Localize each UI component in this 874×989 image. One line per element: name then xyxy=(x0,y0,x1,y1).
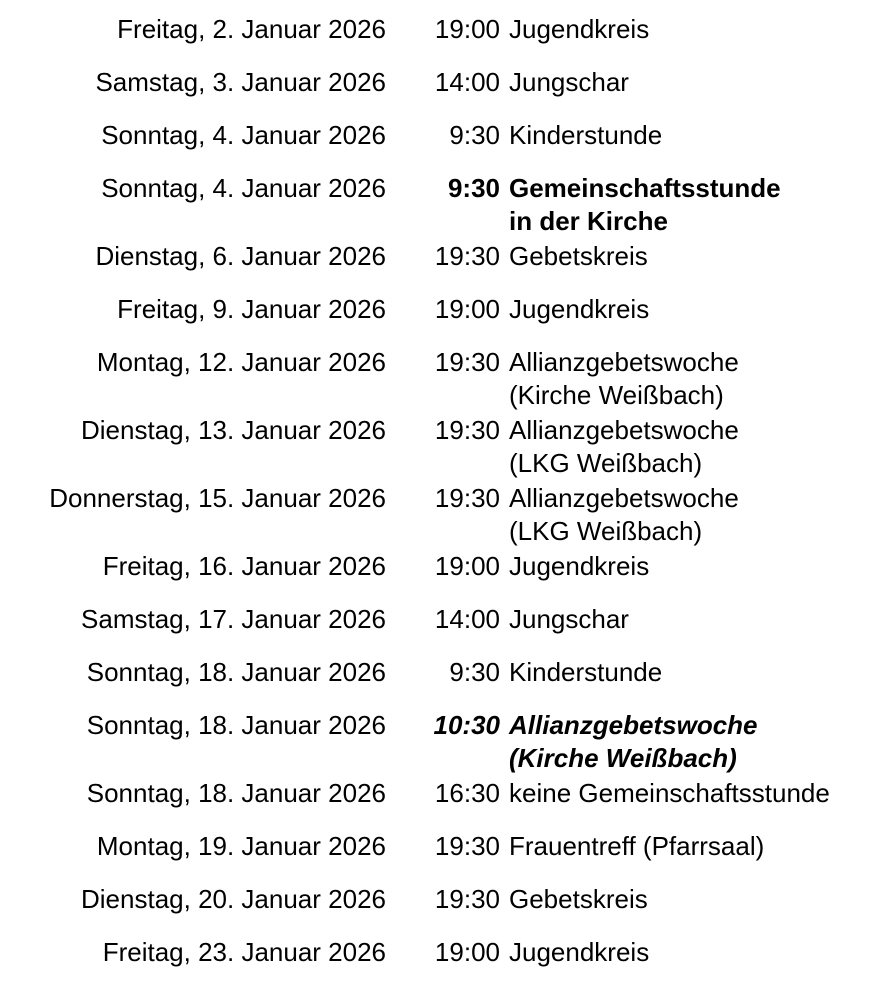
event-time: 19:00 xyxy=(434,937,500,967)
event-title-line: (LKG Weißbach) xyxy=(509,516,703,546)
event-time: 19:30 xyxy=(434,415,500,445)
event-date: Sonntag, 18. Januar 2026 xyxy=(86,657,386,687)
event-row xyxy=(0,119,874,172)
event-title-line: keine Gemeinschaftsstunde xyxy=(509,778,830,808)
event-row xyxy=(0,240,874,293)
event-title-line: Jungschar xyxy=(509,604,629,634)
event-title-line: (LKG Weißbach) xyxy=(509,448,703,478)
event-row xyxy=(0,346,874,414)
event-title xyxy=(500,656,662,709)
event-time: 9:30 xyxy=(449,120,500,150)
event-title xyxy=(500,346,739,414)
event-title-line: (Kirche Weißbach) xyxy=(509,380,724,410)
event-time: 19:30 xyxy=(434,831,500,861)
event-row xyxy=(0,830,874,883)
event-row xyxy=(0,293,874,346)
event-row xyxy=(0,936,874,989)
event-time: 9:30 xyxy=(447,173,500,203)
event-title-line: Kinderstunde xyxy=(509,657,663,687)
event-row xyxy=(0,172,874,240)
event-title-line: Jugendkreis xyxy=(509,937,650,967)
event-title-line: Jugendkreis xyxy=(509,294,650,324)
event-row xyxy=(0,414,874,482)
event-date: Freitag, 16. Januar 2026 xyxy=(102,551,386,581)
event-title-line: Frauentreff (Pfarrsaal) xyxy=(509,831,765,861)
event-date: Montag, 12. Januar 2026 xyxy=(96,347,386,377)
event-time: 19:00 xyxy=(434,14,500,44)
event-row xyxy=(0,603,874,656)
event-date: Freitag, 23. Januar 2026 xyxy=(102,937,386,967)
event-time: 9:30 xyxy=(449,657,500,687)
event-title-line: Allianzgebetswoche xyxy=(509,710,758,740)
event-title xyxy=(500,119,662,172)
event-row xyxy=(0,482,874,550)
event-title-line: (Kirche Weißbach) xyxy=(509,743,737,773)
event-row xyxy=(0,66,874,119)
event-title-line: Gebetskreis xyxy=(509,241,648,271)
event-date: Dienstag, 13. Januar 2026 xyxy=(81,415,386,445)
event-title-line: Gebetskreis xyxy=(509,884,648,914)
event-date: Freitag, 9. Januar 2026 xyxy=(117,294,386,324)
event-date: Dienstag, 6. Januar 2026 xyxy=(95,241,386,271)
event-title-line: Allianzgebetswoche xyxy=(509,347,739,377)
event-time: 14:00 xyxy=(434,67,500,97)
event-title xyxy=(500,13,649,66)
event-date: Samstag, 3. Januar 2026 xyxy=(95,67,386,97)
event-title xyxy=(500,293,649,346)
event-row xyxy=(0,777,874,830)
event-title xyxy=(500,240,648,293)
event-title xyxy=(500,172,781,240)
event-time: 19:30 xyxy=(434,241,500,271)
event-title-line: Jugendkreis xyxy=(509,14,650,44)
event-title xyxy=(500,883,648,936)
event-title xyxy=(500,550,649,603)
event-date: Sonntag, 18. Januar 2026 xyxy=(86,710,386,740)
event-title-line: Jungschar xyxy=(509,67,629,97)
event-time: 16:30 xyxy=(434,778,500,808)
event-title xyxy=(500,709,758,777)
event-title xyxy=(500,936,649,989)
event-title xyxy=(500,66,629,119)
event-date: Sonntag, 4. Januar 2026 xyxy=(101,120,386,150)
event-title xyxy=(500,482,739,550)
event-row xyxy=(0,550,874,603)
event-date: Samstag, 17. Januar 2026 xyxy=(81,604,386,634)
event-date: Freitag, 2. Januar 2026 xyxy=(117,14,386,44)
event-title-line: Jugendkreis xyxy=(509,551,650,581)
event-title xyxy=(500,603,629,656)
event-date: Sonntag, 4. Januar 2026 xyxy=(101,173,386,203)
event-title xyxy=(500,830,764,883)
event-time: 19:30 xyxy=(434,347,500,377)
event-schedule xyxy=(0,13,874,989)
event-date: Sonntag, 18. Januar 2026 xyxy=(86,778,386,808)
event-row xyxy=(0,709,874,777)
event-row xyxy=(0,13,874,66)
event-time: 19:30 xyxy=(434,483,500,513)
event-date: Montag, 19. Januar 2026 xyxy=(96,831,386,861)
event-title xyxy=(500,414,739,482)
event-title xyxy=(500,777,830,830)
event-date: Donnerstag, 15. Januar 2026 xyxy=(49,483,386,513)
event-time: 19:00 xyxy=(434,551,500,581)
event-row xyxy=(0,656,874,709)
event-time: 14:00 xyxy=(434,604,500,634)
event-title-line: Allianzgebetswoche xyxy=(509,483,739,513)
event-title-line: Gemeinschaftsstunde xyxy=(509,173,781,203)
event-time: 19:30 xyxy=(434,884,500,914)
event-title-line: in der Kirche xyxy=(509,206,668,236)
event-time: 19:00 xyxy=(434,294,500,324)
event-date: Dienstag, 20. Januar 2026 xyxy=(81,884,386,914)
event-time: 10:30 xyxy=(433,710,500,740)
event-title-line: Kinderstunde xyxy=(509,120,663,150)
event-row xyxy=(0,883,874,936)
event-title-line: Allianzgebetswoche xyxy=(509,415,739,445)
